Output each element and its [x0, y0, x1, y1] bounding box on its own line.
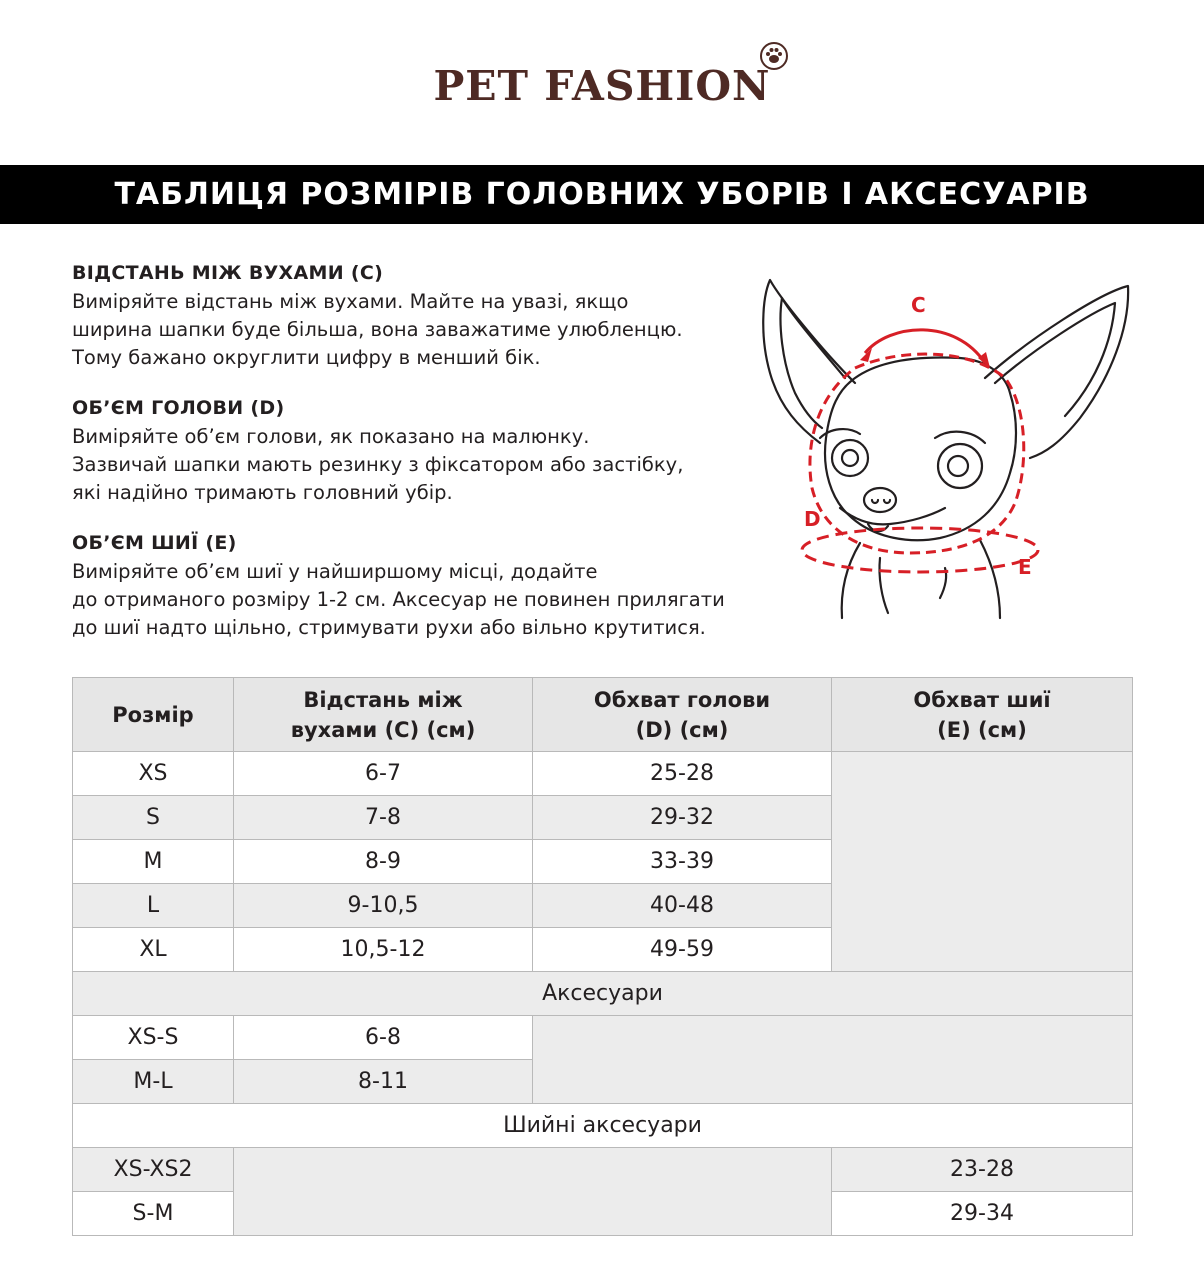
table-header-row	[73, 678, 1133, 752]
empty-neck-accessory-cell	[234, 1148, 832, 1236]
cell-head: 29-32	[533, 796, 832, 840]
cell-size: XS-XS2	[73, 1148, 234, 1192]
section-row-accessories	[73, 972, 1133, 1016]
empty-accessory-cell	[533, 1016, 1133, 1104]
section-ear-distance	[72, 262, 752, 372]
cell-ears: 10,5-12	[234, 928, 533, 972]
section-heading: ОБ’ЄМ ГОЛОВИ (D)	[72, 397, 285, 419]
cell-size: S	[73, 796, 234, 840]
empty-neck-cell	[832, 752, 1133, 972]
header-size: Розмір	[73, 678, 234, 752]
cell-ears: 6-8	[234, 1016, 533, 1060]
table-row	[73, 752, 1133, 796]
section-heading: ОБ’ЄМ ШИЇ (Е)	[72, 532, 237, 554]
section-title: Аксесуари	[73, 972, 1133, 1016]
cell-head: 49-59	[533, 928, 832, 972]
cell-size: XS-S	[73, 1016, 234, 1060]
cell-head: 33-39	[533, 840, 832, 884]
section-heading: ВІДСТАНЬ МІЖ ВУХАМИ (С)	[72, 262, 384, 284]
cell-ears: 7-8	[234, 796, 533, 840]
cell-ears: 9-10,5	[234, 884, 533, 928]
paw-icon	[759, 41, 789, 71]
header-neck-girth: Обхват шиї (Е) (см)	[832, 678, 1133, 752]
section-neck-girth	[72, 532, 752, 642]
cell-ears: 6-7	[234, 752, 533, 796]
header-head-girth: Обхват голови (D) (см)	[533, 678, 832, 752]
left-ear	[763, 280, 855, 443]
cell-size: XS	[73, 752, 234, 796]
dog-measurement-diagram	[760, 268, 1140, 628]
cell-ears: 8-9	[234, 840, 533, 884]
cell-head: 25-28	[533, 752, 832, 796]
label-d: D	[804, 507, 821, 531]
cell-neck: 23-28	[832, 1148, 1133, 1192]
section-head-girth	[72, 397, 752, 507]
section-text: Виміряйте об’єм шиї у найширшому місці, додайте до отриманого розміру 1-2 см. Аксесуар не повинен прилягати до шиї надто щільно, стримувати рухи або вільно крутитися.	[72, 560, 725, 639]
size-table	[72, 677, 1133, 1236]
cell-neck: 29-34	[832, 1192, 1133, 1236]
cell-ears: 8-11	[234, 1060, 533, 1104]
header-ear-distance: Відстань між вухами (С) (см)	[234, 678, 533, 752]
section-row-neck-accessories	[73, 1104, 1133, 1148]
page-title: ТАБЛИЦЯ РОЗМІРІВ ГОЛОВНИХ УБОРІВ І АКСЕСУАРІВ	[0, 165, 1204, 224]
cell-size: M-L	[73, 1060, 234, 1104]
cell-head: 40-48	[533, 884, 832, 928]
section-text: Виміряйте об’єм голови, як показано на малюнку. Зазвичай шапки мають резинку з фіксатором або застібку, які надійно тримають головний убір.	[72, 425, 684, 504]
cell-size: L	[73, 884, 234, 928]
head-outline	[825, 358, 1016, 541]
cell-size: M	[73, 840, 234, 884]
neck-girth-loop	[802, 528, 1038, 572]
table-row	[73, 1016, 1133, 1060]
label-c: C	[911, 293, 926, 317]
table-row	[73, 1148, 1133, 1192]
section-title: Шийні аксесуари	[73, 1104, 1133, 1148]
brand-logo	[0, 62, 1204, 110]
brand-name: PET FASHION	[433, 62, 771, 110]
label-e: E	[1018, 555, 1032, 579]
head-girth-loop	[810, 354, 1024, 553]
cell-size: S-M	[73, 1192, 234, 1236]
cell-size: XL	[73, 928, 234, 972]
section-text: Виміряйте відстань між вухами. Майте на увазі, якщо ширина шапки буде більша, вона заважатиме улюбленцю. Тому бажано округлити цифру в менший бік.	[72, 290, 683, 369]
